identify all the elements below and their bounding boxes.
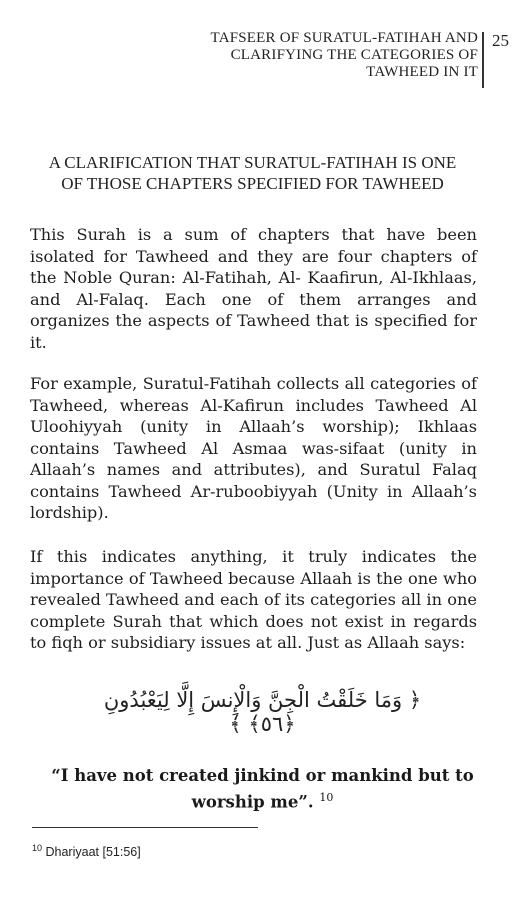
quote-line: “I have not created jinkind or mankind but to — [51, 766, 474, 785]
header-line: CLARIFYING THE CATEGORIES OF — [230, 47, 478, 63]
footnote-divider — [32, 827, 258, 828]
section-title-line: A CLARIFICATION THAT SURATUL-FATIHAH IS ONE — [48, 153, 457, 172]
quote-line-2 — [20, 787, 505, 814]
section-title — [20, 152, 485, 194]
running-header — [150, 30, 478, 81]
footnote-number: 10 — [32, 843, 43, 853]
footnote — [32, 843, 141, 859]
header-divider — [482, 32, 484, 88]
header-line: TAFSEER OF SURATUL-FATIHAH AND — [210, 30, 478, 46]
paragraph: If this indicates anything, it truly indicates the importance of Tawheed because Allaah is the one who revealed Tawheed and each of its categories all in one complete Surah that which does not exist in regards to fiqh or subsidiary issues at all. Just as Allaah says: — [30, 547, 477, 652]
footnote-text: Dhariyaat [51:56] — [45, 845, 141, 860]
paragraph: For example, Suratul-Fatihah collects all categories of Tawheed, whereas Al-Kafirun includes Tawheed Al Uloohiyyah (unity in Allaah’s worship); Ikhlaas contains Tawheed Al Asmaa was-sifaat (unity in Allaah’s names and attributes), and Suratul Falaq contains Tawheed Ar-ruboobiyyah (Unity in Allaah’s lordship). — [30, 374, 477, 522]
page-number: 25 — [492, 31, 509, 50]
arabic-verse: ﴿ وَمَا خَلَقْتُ الْجِنَّ وَالْإِنسَ إِلَّا لِيَعْبُدُونِ ﴿٥٦﴾ ﴾ — [103, 688, 422, 736]
footnote-reference: 10 — [319, 791, 334, 804]
paragraph: This Surah is a sum of chapters that have been isolated for Tawheed and they are four chapters of the Noble Quran: Al-Fatihah, Al- Kaafirun, Al-Ikhlaas, and Al-Falaq. Each one of them arranges and organizes the aspects of Tawheed that is specified for it. — [30, 225, 477, 352]
quote-line: worship me”. — [191, 792, 314, 812]
header-line: TAWHEED IN IT — [366, 64, 478, 80]
section-title-line: OF THOSE CHAPTERS SPECIFIED FOR TAWHEED — [61, 174, 444, 193]
verse-translation — [20, 765, 505, 814]
